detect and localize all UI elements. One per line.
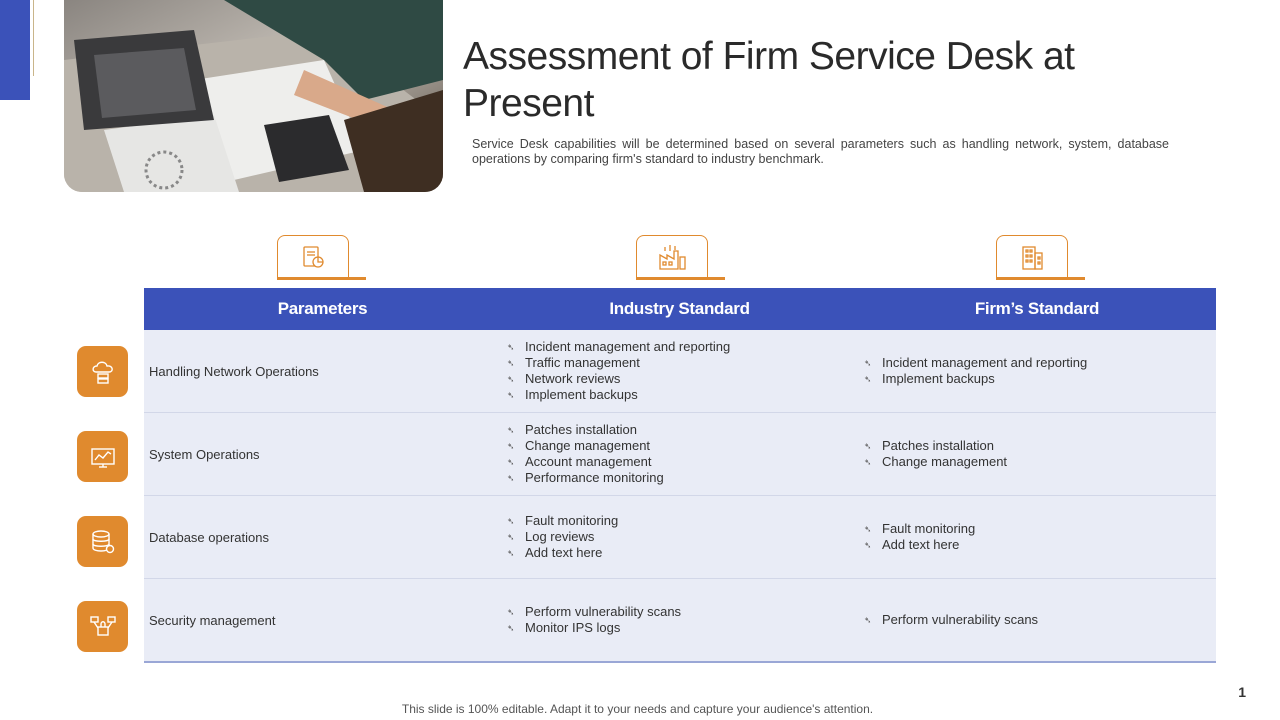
list-item	[864, 371, 1216, 387]
list-item-text: Change management	[882, 454, 1008, 469]
list-item	[864, 438, 1216, 454]
arrow-bullet-icon: ➴	[507, 441, 515, 451]
list-item	[507, 470, 858, 486]
header-industry-standard: Industry Standard	[609, 299, 750, 318]
arrow-bullet-icon: ➴	[864, 358, 872, 368]
list-item	[507, 387, 858, 403]
header-parameters: Parameters	[277, 299, 368, 318]
list-item	[864, 355, 1216, 371]
table-header	[144, 288, 1216, 330]
arrow-bullet-icon: ➴	[864, 615, 872, 625]
database-gear-icon	[77, 516, 128, 567]
list-item	[507, 355, 858, 371]
list-item	[507, 422, 858, 438]
arrow-bullet-icon: ➴	[864, 540, 872, 550]
industry-standard-cell	[501, 579, 858, 661]
arrow-bullet-icon: ➴	[864, 457, 872, 467]
firms-standard-cell	[858, 496, 1216, 578]
arrow-bullet-icon: ➴	[864, 374, 872, 384]
list-item-text: Incident management and reporting	[882, 355, 1088, 370]
list-item-text: Monitor IPS logs	[525, 620, 621, 635]
industry-standard-cell	[501, 330, 858, 412]
arrow-bullet-icon: ➴	[507, 623, 515, 633]
arrow-bullet-icon: ➴	[507, 548, 515, 558]
comparison-table	[144, 288, 1216, 663]
list-item-text: Log reviews	[525, 529, 595, 544]
list-item-text: Account management	[525, 454, 652, 469]
list-item-text: Incident management and reporting	[525, 339, 731, 354]
cloud-server-icon	[77, 346, 128, 397]
arrow-bullet-icon: ➴	[507, 532, 515, 542]
list-item	[507, 513, 858, 529]
list-item-text: Implement backups	[882, 371, 995, 386]
list-item	[507, 620, 858, 636]
list-item-text: Fault monitoring	[525, 513, 619, 528]
table-row	[144, 496, 1216, 579]
arrow-bullet-icon: ➴	[864, 524, 872, 534]
accent-bar	[0, 0, 30, 100]
firms-standard-cell	[858, 579, 1216, 661]
table-row	[144, 413, 1216, 496]
arrow-bullet-icon: ➴	[507, 390, 515, 400]
parameter-cell: Handling Network Operations	[149, 363, 319, 379]
arrow-bullet-icon: ➴	[507, 473, 515, 483]
list-item	[507, 545, 858, 561]
list-item-text: Change management	[525, 438, 651, 453]
list-item-text: Performance monitoring	[525, 470, 664, 485]
list-item-text: Fault monitoring	[882, 521, 976, 536]
monitor-chart-icon	[77, 431, 128, 482]
parameter-cell: Database operations	[149, 529, 269, 545]
list-item	[507, 529, 858, 545]
list-item	[864, 454, 1216, 470]
list-item	[507, 438, 858, 454]
accent-line	[33, 0, 34, 76]
col-icon-underline	[636, 277, 725, 280]
factory-icon	[636, 235, 708, 278]
list-item	[507, 454, 858, 470]
table-row	[144, 330, 1216, 413]
arrow-bullet-icon: ➴	[507, 516, 515, 526]
security-network-icon	[77, 601, 128, 652]
office-desk-photo	[64, 0, 443, 192]
list-item	[864, 612, 1216, 628]
list-item-text: Traffic management	[525, 355, 640, 370]
list-item	[507, 371, 858, 387]
page-number: 1	[1238, 684, 1246, 700]
list-item-text: Patches installation	[882, 438, 995, 453]
arrow-bullet-icon: ➴	[507, 342, 515, 352]
list-item-text: Add text here	[882, 537, 960, 552]
list-item-text: Implement backups	[525, 387, 638, 402]
parameter-cell: System Operations	[149, 446, 260, 462]
list-item-text: Perform vulnerability scans	[525, 604, 682, 619]
industry-standard-cell	[501, 496, 858, 578]
arrow-bullet-icon: ➴	[507, 374, 515, 384]
list-item	[864, 537, 1216, 553]
list-item-text: Perform vulnerability scans	[882, 612, 1039, 627]
arrow-bullet-icon: ➴	[864, 441, 872, 451]
list-item	[864, 521, 1216, 537]
parameter-cell: Security management	[149, 612, 276, 628]
header-firms-standard: Firm’s Standard	[974, 299, 1100, 318]
list-item-text: Patches installation	[525, 422, 638, 437]
list-item	[507, 604, 858, 620]
arrow-bullet-icon: ➴	[507, 457, 515, 467]
list-item-text: Network reviews	[525, 371, 621, 386]
firms-standard-cell	[858, 413, 1216, 495]
office-building-icon	[996, 235, 1068, 278]
col-icon-underline	[996, 277, 1085, 280]
arrow-bullet-icon: ➴	[507, 358, 515, 368]
document-chart-icon	[277, 235, 349, 278]
list-item	[507, 339, 858, 355]
col-icon-underline	[277, 277, 366, 280]
footer-note: This slide is 100% editable. Adapt it to your needs and capture your audience's attention.	[401, 702, 874, 716]
arrow-bullet-icon: ➴	[507, 425, 515, 435]
arrow-bullet-icon: ➴	[507, 607, 515, 617]
slide-title: Assessment of Firm Service Desk at Present	[463, 35, 1075, 125]
industry-standard-cell	[501, 413, 858, 495]
list-item-text: Add text here	[525, 545, 603, 560]
firms-standard-cell	[858, 330, 1216, 412]
slide-subtitle: Service Desk capabilities will be determined based on several parameters such as handling network, system, database operations by comparing firm's standard to industry benchmark.	[472, 137, 1169, 166]
table-row	[144, 579, 1216, 663]
